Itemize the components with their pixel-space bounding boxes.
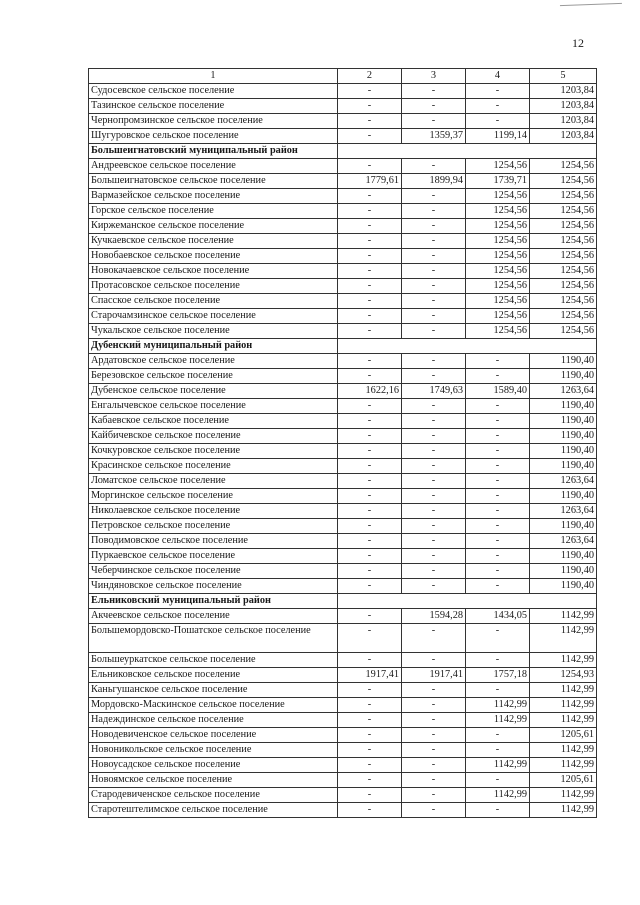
value-cell-c3: - (402, 534, 466, 549)
settlement-name-cell: Горское сельское поселение (89, 204, 338, 219)
table-row (89, 579, 597, 594)
table-row (89, 504, 597, 519)
value-cell-c3: - (402, 294, 466, 309)
table-row (89, 384, 597, 399)
table-header-row (89, 69, 597, 84)
table-row (89, 788, 597, 803)
value-cell-c4: - (466, 519, 530, 534)
value-cell-c2: - (338, 549, 402, 564)
district-empty-cells (338, 339, 597, 354)
settlement-name-cell: Шугуровское сельское поселение (89, 129, 338, 144)
value-cell-c5: 1203,84 (530, 129, 597, 144)
value-cell-c2: - (338, 624, 402, 653)
table-row (89, 309, 597, 324)
settlement-name-cell: Чукальское сельское поселение (89, 324, 338, 339)
value-cell-c5: 1263,64 (530, 474, 597, 489)
value-cell-c5: 1254,56 (530, 204, 597, 219)
value-cell-c3: - (402, 579, 466, 594)
settlement-name-cell: Киржеманское сельское поселение (89, 219, 338, 234)
value-cell-c2: - (338, 429, 402, 444)
settlement-name-cell: Спасское сельское поселение (89, 294, 338, 309)
value-cell-c2: - (338, 279, 402, 294)
table-row (89, 234, 597, 249)
value-cell-c3: - (402, 399, 466, 414)
value-cell-c3: - (402, 444, 466, 459)
column-header-2: 2 (338, 69, 402, 84)
value-cell-c2: - (338, 159, 402, 174)
value-cell-c3: - (402, 354, 466, 369)
tariff-table (88, 68, 597, 818)
district-name: Ельниковский муниципальный район (89, 594, 338, 609)
column-header-5: 5 (530, 69, 597, 84)
value-cell-c5: 1190,40 (530, 369, 597, 384)
value-cell-c4: - (466, 773, 530, 788)
value-cell-c4: - (466, 534, 530, 549)
value-cell-c5: 1190,40 (530, 519, 597, 534)
value-cell-c3: - (402, 653, 466, 668)
value-cell-c5: 1254,56 (530, 279, 597, 294)
value-cell-c2: 1622,16 (338, 384, 402, 399)
value-cell-c3: 1594,28 (402, 609, 466, 624)
settlement-name-cell: Судосевское сельское поселение (89, 84, 338, 99)
value-cell-c3: - (402, 683, 466, 698)
value-cell-c5: 1263,64 (530, 534, 597, 549)
value-cell-c3: - (402, 698, 466, 713)
value-cell-c2: - (338, 728, 402, 743)
page-number: 12 (572, 36, 584, 50)
value-cell-c5: 1254,56 (530, 249, 597, 264)
table-row (89, 653, 597, 668)
value-cell-c5: 1263,64 (530, 384, 597, 399)
value-cell-c4: 1254,56 (466, 249, 530, 264)
value-cell-c4: 1142,99 (466, 788, 530, 803)
table-row (89, 683, 597, 698)
value-cell-c2: - (338, 534, 402, 549)
settlement-name-cell: Новоникольское сельское поселение (89, 743, 338, 758)
value-cell-c2: - (338, 234, 402, 249)
value-cell-c3: - (402, 264, 466, 279)
value-cell-c3: - (402, 99, 466, 114)
value-cell-c2: - (338, 99, 402, 114)
settlement-name-cell: Большеуркатское сельское поселение (89, 653, 338, 668)
table-row (89, 99, 597, 114)
value-cell-c4: 1254,56 (466, 219, 530, 234)
value-cell-c5: 1254,56 (530, 324, 597, 339)
value-cell-c5: 1190,40 (530, 579, 597, 594)
value-cell-c4: 1254,56 (466, 294, 530, 309)
district-name: Дубенский муниципальный район (89, 339, 338, 354)
value-cell-c3: - (402, 114, 466, 129)
settlement-name-cell: Чиндяновское сельское поселение (89, 579, 338, 594)
settlement-name-cell: Петровское сельское поселение (89, 519, 338, 534)
value-cell-c4: - (466, 504, 530, 519)
value-cell-c4: - (466, 354, 530, 369)
scan-artifact-mark (560, 3, 622, 9)
value-cell-c3: - (402, 549, 466, 564)
value-cell-c3: - (402, 159, 466, 174)
value-cell-c5: 1254,93 (530, 668, 597, 683)
settlement-name-cell: Надеждинское сельское поселение (89, 713, 338, 728)
value-cell-c2: - (338, 189, 402, 204)
value-cell-c3: - (402, 564, 466, 579)
district-header-row (89, 594, 597, 609)
value-cell-c2: - (338, 414, 402, 429)
table-row (89, 219, 597, 234)
settlement-name-cell: Протасовское сельское поселение (89, 279, 338, 294)
value-cell-c4: 1254,56 (466, 234, 530, 249)
value-cell-c4: - (466, 459, 530, 474)
value-cell-c4: - (466, 579, 530, 594)
value-cell-c3: - (402, 803, 466, 818)
value-cell-c4: - (466, 653, 530, 668)
value-cell-c3: - (402, 504, 466, 519)
value-cell-c3: - (402, 369, 466, 384)
value-cell-c5: 1254,56 (530, 174, 597, 189)
settlement-name-cell: Акчеевское сельское поселение (89, 609, 338, 624)
value-cell-c2: - (338, 489, 402, 504)
settlement-name-cell: Мордовско-Маскинское сельское поселение (89, 698, 338, 713)
district-empty-cells (338, 594, 597, 609)
value-cell-c3: - (402, 459, 466, 474)
table-row (89, 324, 597, 339)
settlement-name-cell: Пуркаевское сельское поселение (89, 549, 338, 564)
value-cell-c2: - (338, 609, 402, 624)
value-cell-c5: 1142,99 (530, 624, 597, 653)
value-cell-c3: - (402, 279, 466, 294)
table-row (89, 159, 597, 174)
settlement-name-cell: Новобаевское сельское поселение (89, 249, 338, 264)
value-cell-c2: - (338, 683, 402, 698)
value-cell-c5: 1190,40 (530, 444, 597, 459)
settlement-name-cell: Большемордовско-Пошатское сельское поселение (89, 624, 338, 653)
value-cell-c4: 1254,56 (466, 264, 530, 279)
value-cell-c5: 1142,99 (530, 758, 597, 773)
settlement-name-cell: Андреевское сельское поселение (89, 159, 338, 174)
table-row (89, 489, 597, 504)
value-cell-c2: - (338, 713, 402, 728)
value-cell-c4: 1254,56 (466, 204, 530, 219)
column-header-4: 4 (466, 69, 530, 84)
value-cell-c2: - (338, 504, 402, 519)
value-cell-c3: - (402, 474, 466, 489)
value-cell-c2: - (338, 459, 402, 474)
value-cell-c5: 1205,61 (530, 773, 597, 788)
value-cell-c5: 1190,40 (530, 489, 597, 504)
value-cell-c3: 1917,41 (402, 668, 466, 683)
value-cell-c4: - (466, 369, 530, 384)
settlement-name-cell: Ельниковское сельское поселение (89, 668, 338, 683)
table-row (89, 279, 597, 294)
value-cell-c5: 1254,56 (530, 234, 597, 249)
settlement-name-cell: Стародевиченское сельское поселение (89, 788, 338, 803)
table-row (89, 444, 597, 459)
value-cell-c2: - (338, 399, 402, 414)
table-row (89, 249, 597, 264)
table-row (89, 564, 597, 579)
table-row (89, 189, 597, 204)
table-row (89, 713, 597, 728)
value-cell-c3: - (402, 309, 466, 324)
value-cell-c5: 1190,40 (530, 354, 597, 369)
value-cell-c4: - (466, 444, 530, 459)
settlement-name-cell: Енгалычевское сельское поселение (89, 399, 338, 414)
value-cell-c3: 1899,94 (402, 174, 466, 189)
value-cell-c5: 1254,56 (530, 264, 597, 279)
value-cell-c5: 1142,99 (530, 713, 597, 728)
value-cell-c5: 1254,56 (530, 159, 597, 174)
value-cell-c5: 1203,84 (530, 114, 597, 129)
table-row (89, 264, 597, 279)
settlement-name-cell: Тазинское сельское поселение (89, 99, 338, 114)
value-cell-c5: 1203,84 (530, 84, 597, 99)
value-cell-c2: - (338, 204, 402, 219)
value-cell-c3: - (402, 773, 466, 788)
table-row (89, 534, 597, 549)
value-cell-c2: - (338, 264, 402, 279)
table-row (89, 204, 597, 219)
table-row (89, 549, 597, 564)
settlement-name-cell: Большеигнатовское сельское поселение (89, 174, 338, 189)
value-cell-c5: 1190,40 (530, 459, 597, 474)
district-empty-cells (338, 144, 597, 159)
value-cell-c3: - (402, 204, 466, 219)
settlement-name-cell: Кайбичевское сельское поселение (89, 429, 338, 444)
value-cell-c2: - (338, 84, 402, 99)
district-header-row (89, 339, 597, 354)
value-cell-c2: - (338, 773, 402, 788)
value-cell-c4: 1254,56 (466, 324, 530, 339)
value-cell-c3: 1749,63 (402, 384, 466, 399)
value-cell-c2: - (338, 129, 402, 144)
settlement-name-cell: Березовское сельское поселение (89, 369, 338, 384)
value-cell-c3: - (402, 489, 466, 504)
value-cell-c4: 1142,99 (466, 713, 530, 728)
table-row (89, 803, 597, 818)
value-cell-c5: 1254,56 (530, 219, 597, 234)
value-cell-c2: - (338, 698, 402, 713)
value-cell-c5: 1203,84 (530, 99, 597, 114)
table-row (89, 743, 597, 758)
value-cell-c3: - (402, 249, 466, 264)
value-cell-c4: - (466, 683, 530, 698)
table-row (89, 369, 597, 384)
settlement-name-cell: Новодевиченское сельское поселение (89, 728, 338, 743)
table-row (89, 129, 597, 144)
value-cell-c4: 1254,56 (466, 159, 530, 174)
table-row (89, 698, 597, 713)
table-row (89, 668, 597, 683)
settlement-name-cell: Старотештелимское сельское поселение (89, 803, 338, 818)
value-cell-c5: 1142,99 (530, 653, 597, 668)
table-row (89, 429, 597, 444)
value-cell-c5: 1263,64 (530, 504, 597, 519)
value-cell-c4: 1254,56 (466, 189, 530, 204)
value-cell-c3: - (402, 758, 466, 773)
table-row (89, 84, 597, 99)
value-cell-c4: - (466, 474, 530, 489)
value-cell-c2: - (338, 758, 402, 773)
value-cell-c2: - (338, 219, 402, 234)
value-cell-c2: - (338, 369, 402, 384)
settlement-name-cell: Вармазейское сельское поселение (89, 189, 338, 204)
value-cell-c5: 1190,40 (530, 429, 597, 444)
settlement-name-cell: Чеберчинское сельское поселение (89, 564, 338, 579)
value-cell-c3: - (402, 234, 466, 249)
value-cell-c5: 1142,99 (530, 609, 597, 624)
value-cell-c4: 1254,56 (466, 279, 530, 294)
district-header-row (89, 144, 597, 159)
value-cell-c2: - (338, 474, 402, 489)
value-cell-c3: - (402, 414, 466, 429)
settlement-name-cell: Чернопромзинское сельское поселение (89, 114, 338, 129)
value-cell-c3: - (402, 743, 466, 758)
value-cell-c4: - (466, 489, 530, 504)
value-cell-c2: - (338, 788, 402, 803)
value-cell-c2: - (338, 803, 402, 818)
table-row (89, 609, 597, 624)
table-row (89, 773, 597, 788)
settlement-name-cell: Красинское сельское поселение (89, 459, 338, 474)
value-cell-c5: 1190,40 (530, 399, 597, 414)
value-cell-c5: 1142,99 (530, 743, 597, 758)
district-name: Большеигнатовский муниципальный район (89, 144, 338, 159)
table-row (89, 519, 597, 534)
value-cell-c5: 1254,56 (530, 189, 597, 204)
value-cell-c4: - (466, 564, 530, 579)
settlement-name-cell: Ардатовское сельское поселение (89, 354, 338, 369)
value-cell-c4: - (466, 624, 530, 653)
value-cell-c2: - (338, 564, 402, 579)
value-cell-c4: - (466, 743, 530, 758)
value-cell-c2: - (338, 519, 402, 534)
table-row (89, 758, 597, 773)
settlement-name-cell: Ломатское сельское поселение (89, 474, 338, 489)
table-row (89, 414, 597, 429)
settlement-name-cell: Николаевское сельское поселение (89, 504, 338, 519)
table-row (89, 474, 597, 489)
value-cell-c4: - (466, 728, 530, 743)
settlement-name-cell: Дубенское сельское поселение (89, 384, 338, 399)
column-header-3: 3 (402, 69, 466, 84)
table-body (89, 84, 597, 818)
value-cell-c3: - (402, 429, 466, 444)
value-cell-c2: - (338, 743, 402, 758)
table-row (89, 399, 597, 414)
value-cell-c5: 1254,56 (530, 294, 597, 309)
table-row (89, 354, 597, 369)
value-cell-c4: 1254,56 (466, 309, 530, 324)
settlement-name-cell: Моргинское сельское поселение (89, 489, 338, 504)
settlement-name-cell: Кочкуровское сельское поселение (89, 444, 338, 459)
value-cell-c2: - (338, 249, 402, 264)
value-cell-c2: - (338, 653, 402, 668)
value-cell-c5: 1142,99 (530, 698, 597, 713)
value-cell-c2: - (338, 444, 402, 459)
value-cell-c3: 1359,37 (402, 129, 466, 144)
value-cell-c4: 1434,05 (466, 609, 530, 624)
value-cell-c5: 1142,99 (530, 803, 597, 818)
table-row (89, 624, 597, 653)
value-cell-c4: - (466, 429, 530, 444)
value-cell-c4: 1589,40 (466, 384, 530, 399)
settlement-name-cell: Новокачаевское сельское поселение (89, 264, 338, 279)
settlement-name-cell: Новоусадское сельское поселение (89, 758, 338, 773)
settlement-name-cell: Старочамзинское сельское поселение (89, 309, 338, 324)
table-row (89, 459, 597, 474)
value-cell-c4: 1757,18 (466, 668, 530, 683)
settlement-name-cell: Кабаевское сельское поселение (89, 414, 338, 429)
table-row (89, 728, 597, 743)
value-cell-c3: - (402, 324, 466, 339)
settlement-name-cell: Поводимовское сельское поселение (89, 534, 338, 549)
value-cell-c2: - (338, 309, 402, 324)
value-cell-c4: - (466, 99, 530, 114)
value-cell-c2: 1779,61 (338, 174, 402, 189)
value-cell-c3: - (402, 713, 466, 728)
value-cell-c5: 1254,56 (530, 309, 597, 324)
settlement-name-cell: Кучкаевское сельское поселение (89, 234, 338, 249)
value-cell-c4: - (466, 414, 530, 429)
table-row (89, 174, 597, 189)
value-cell-c2: - (338, 114, 402, 129)
value-cell-c4: 1739,71 (466, 174, 530, 189)
value-cell-c4: 1199,14 (466, 129, 530, 144)
value-cell-c5: 1190,40 (530, 564, 597, 579)
value-cell-c4: - (466, 84, 530, 99)
value-cell-c3: - (402, 189, 466, 204)
value-cell-c2: - (338, 324, 402, 339)
value-cell-c5: 1142,99 (530, 683, 597, 698)
value-cell-c5: 1205,61 (530, 728, 597, 743)
table-row (89, 294, 597, 309)
value-cell-c4: - (466, 549, 530, 564)
value-cell-c2: - (338, 294, 402, 309)
settlement-name-cell: Каньгушанское сельское поселение (89, 683, 338, 698)
value-cell-c2: 1917,41 (338, 668, 402, 683)
value-cell-c2: - (338, 354, 402, 369)
value-cell-c4: 1142,99 (466, 698, 530, 713)
value-cell-c3: - (402, 519, 466, 534)
value-cell-c4: - (466, 399, 530, 414)
value-cell-c4: - (466, 114, 530, 129)
table-row (89, 114, 597, 129)
value-cell-c3: - (402, 728, 466, 743)
value-cell-c3: - (402, 788, 466, 803)
value-cell-c3: - (402, 84, 466, 99)
value-cell-c3: - (402, 219, 466, 234)
value-cell-c4: - (466, 803, 530, 818)
column-header-1: 1 (89, 69, 338, 84)
value-cell-c2: - (338, 579, 402, 594)
value-cell-c5: 1190,40 (530, 414, 597, 429)
value-cell-c5: 1190,40 (530, 549, 597, 564)
value-cell-c5: 1142,99 (530, 788, 597, 803)
value-cell-c4: 1142,99 (466, 758, 530, 773)
value-cell-c3: - (402, 624, 466, 653)
settlement-name-cell: Новоямское сельское поселение (89, 773, 338, 788)
